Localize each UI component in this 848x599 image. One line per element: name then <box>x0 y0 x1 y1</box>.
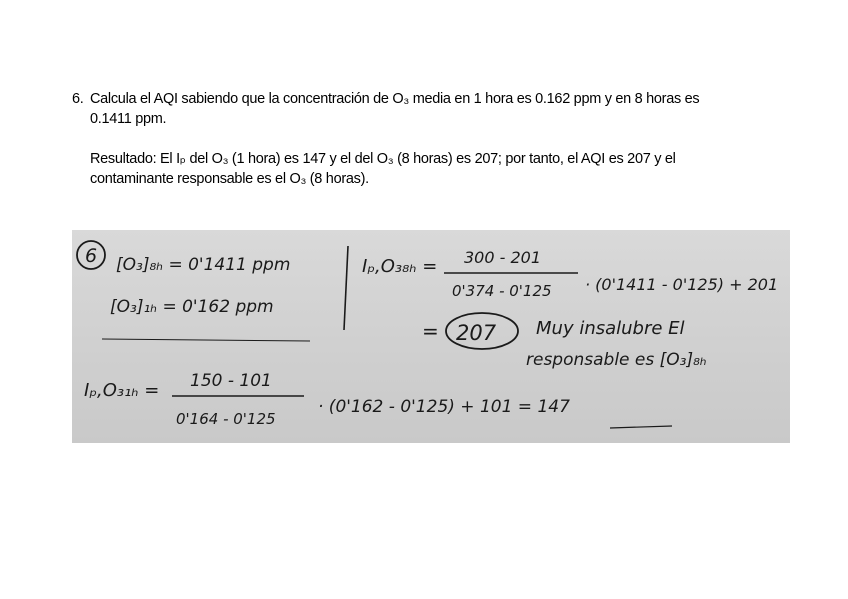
ip-1h-label: Iₚ,O₃₁ₕ = <box>84 380 160 401</box>
ip-1h-tail: · (0'162 - 0'125) + 101 = 147 <box>318 397 570 417</box>
ip-8h-denominator: 0'374 - 0'125 <box>452 282 552 300</box>
question-line-1: Calcula el AQI sabiendo que la concentración de O₃ media en 1 hora es 0.162 ppm y en 8 horas es <box>90 91 700 107</box>
concentration-1h: [O₃]₁ₕ = 0'162 ppm <box>110 297 274 317</box>
answer-line-1: Resultado: El Iₚ del O₃ (1 hora) es 147 y el del O₃ (8 horas) es 207; por tanto, el AQI es 207 y el <box>90 151 676 167</box>
problem-number: 6. <box>72 91 84 107</box>
ip-1h-numerator: 150 - 101 <box>190 371 272 391</box>
concentration-8h: [O₃]₈ₕ = 0'1411 ppm <box>116 255 291 275</box>
separator-line <box>102 339 310 341</box>
circled-number: 6 <box>85 245 98 267</box>
verdict-line-1: Muy insalubre El <box>536 318 685 339</box>
ip-1h-denominator: 0'164 - 0'125 <box>176 410 276 428</box>
ip-8h-numerator: 300 - 201 <box>464 248 542 267</box>
problem-body <box>90 89 792 189</box>
result-8h: 207 <box>456 321 497 345</box>
handwritten-solution <box>72 230 790 443</box>
answer-line-2: contaminante responsable es el O₃ (8 horas). <box>90 171 369 187</box>
ip-8h-label: Iₚ,O₃₈ₕ = <box>362 256 438 277</box>
ip-8h-tail: · (0'1411 - 0'125) + 201 <box>585 275 779 294</box>
question-line-2: 0.1411 ppm. <box>90 111 167 127</box>
handwritten-solution-photo <box>72 230 790 443</box>
problem-statement <box>72 89 792 189</box>
vertical-divider <box>344 246 348 330</box>
equals-sign: = <box>422 319 439 343</box>
result-underline <box>610 426 672 428</box>
verdict-line-2: responsable es [O₃]₈ₕ <box>526 350 707 370</box>
